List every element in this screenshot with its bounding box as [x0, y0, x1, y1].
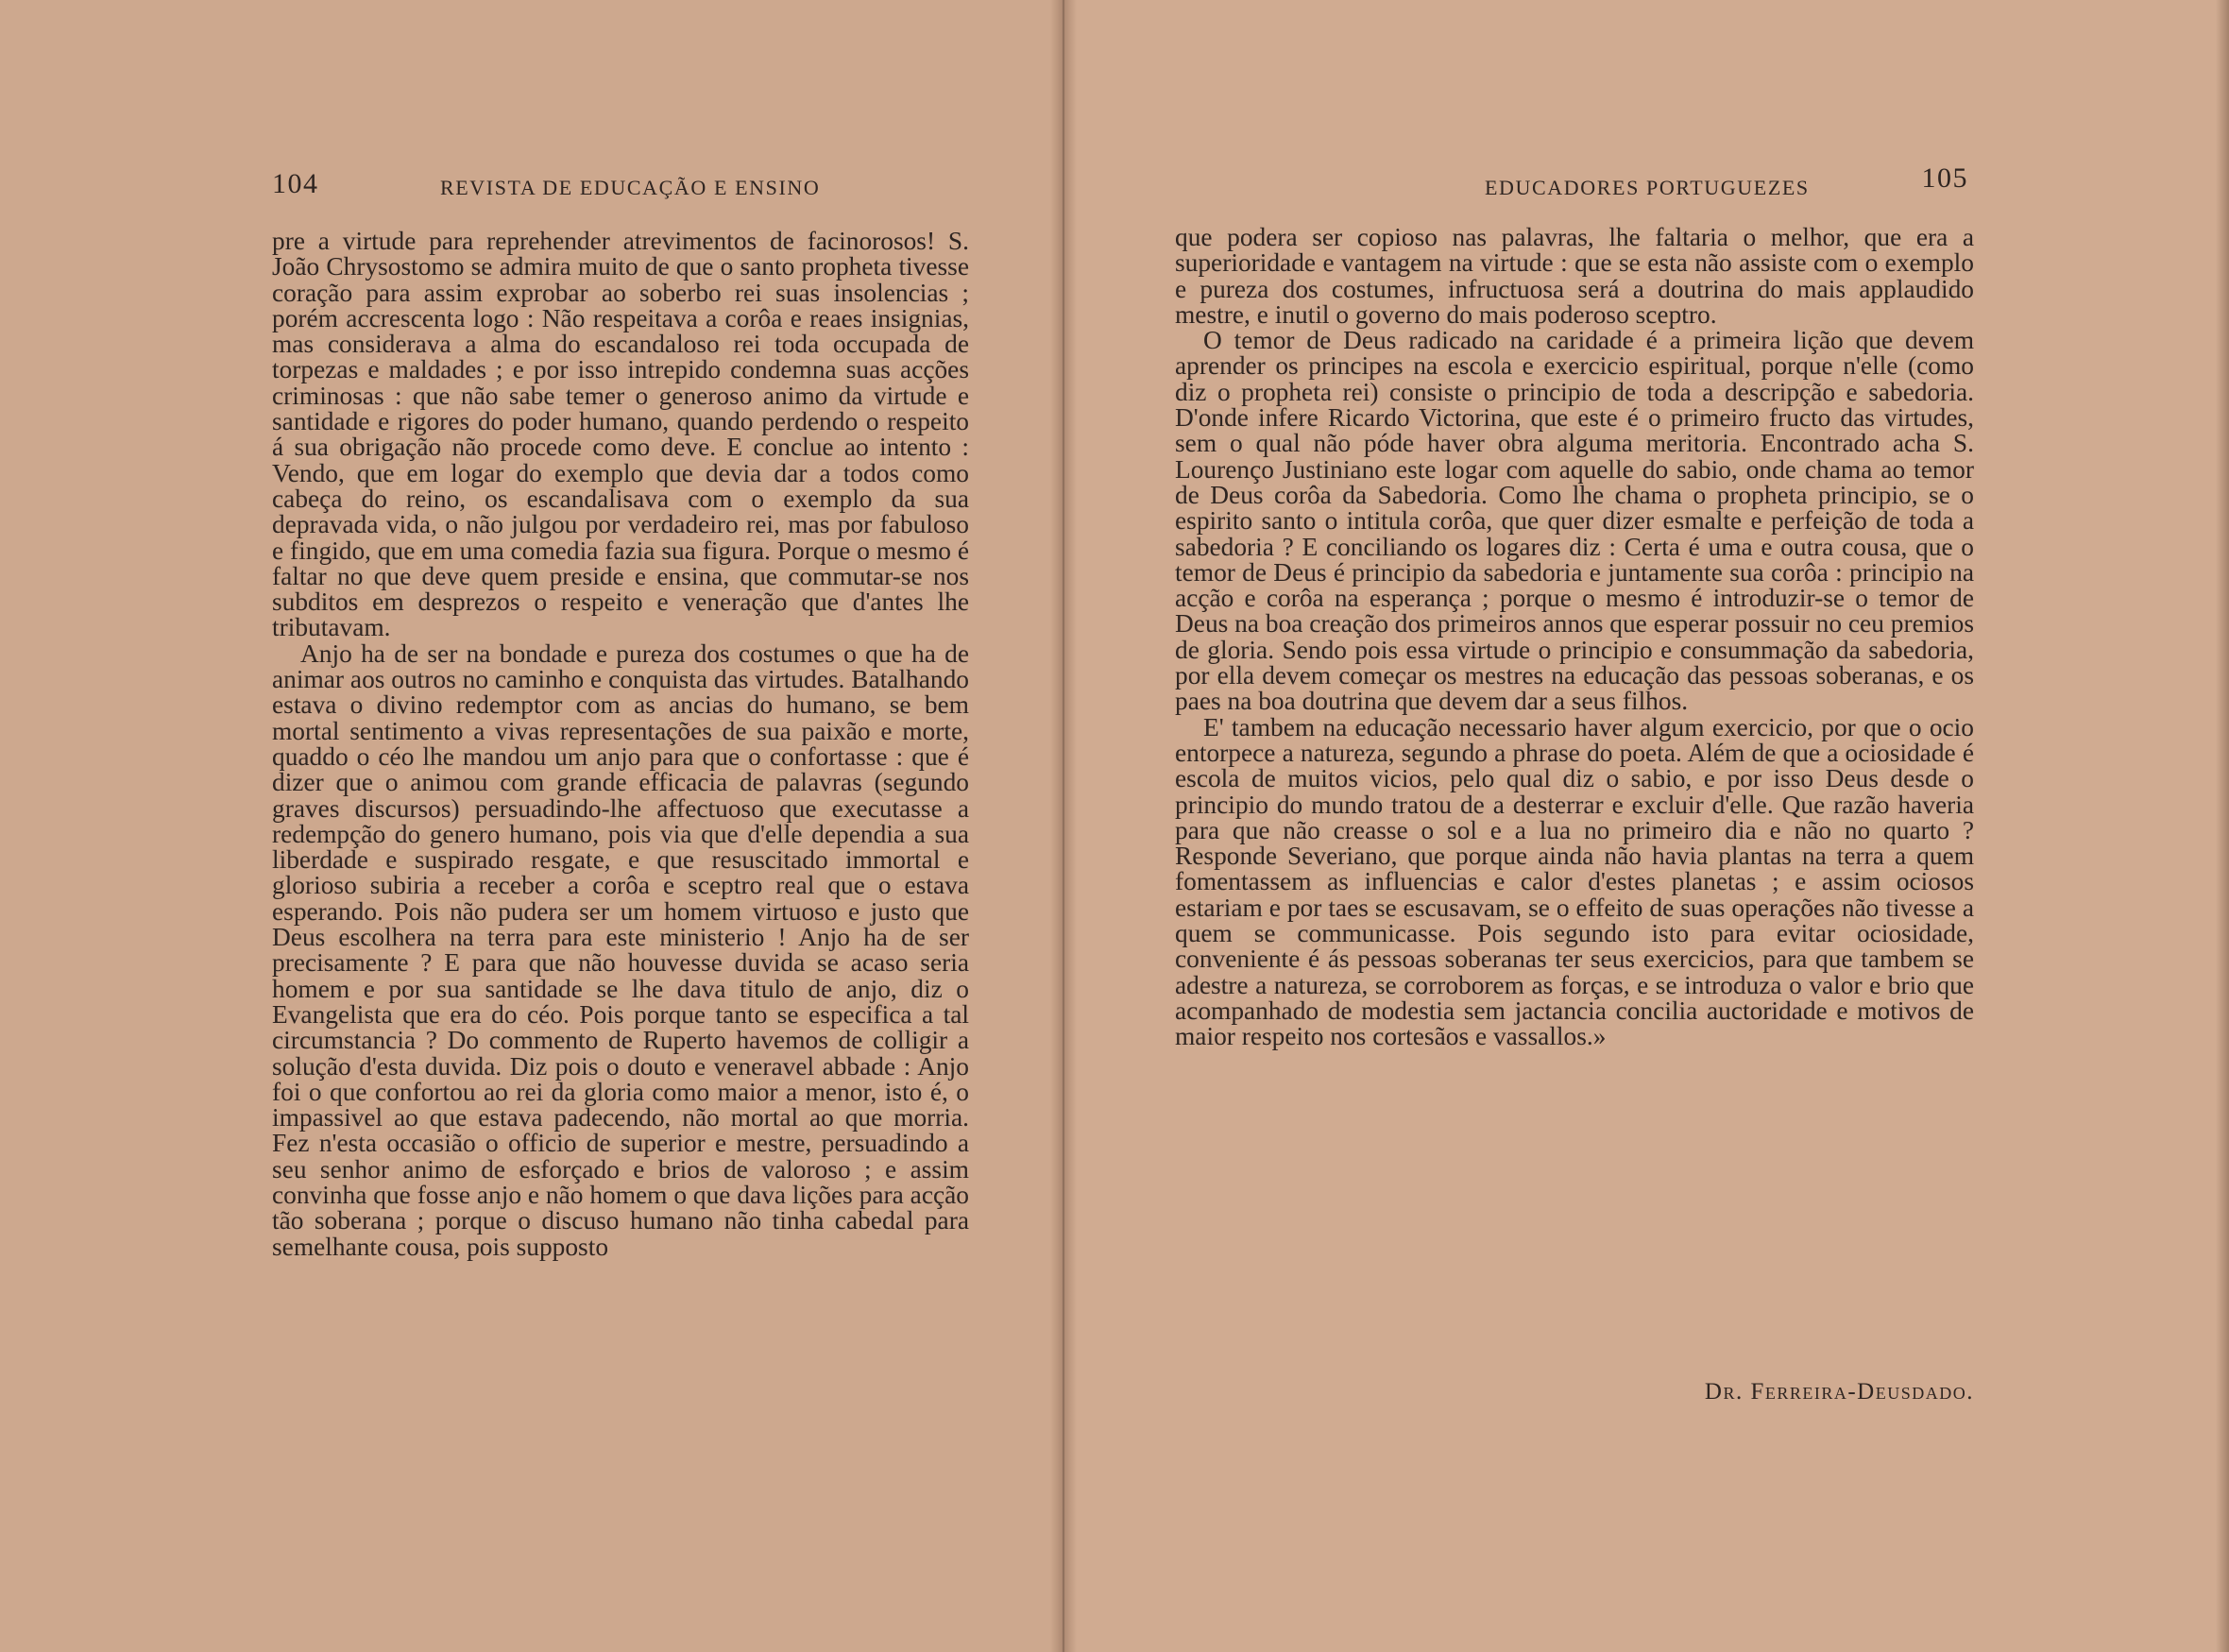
right-page-body	[1175, 225, 1974, 1050]
paragraph: que podera ser copioso nas palavras, lhe faltaria o melhor, que era a superioridade e vantagem na virtude : que se esta não assiste com o exemplo e pureza dos costumes, infructuosa será a doutrina do mais applaudido mestre, e inutil o governo do mais poderoso sceptro.	[1175, 223, 1974, 329]
running-head: EDUCADORES PORTUGUEZES	[1485, 176, 1810, 199]
running-head: REVISTA DE EDUCAÇÃO E ENSINO	[440, 176, 821, 199]
right-page	[1063, 0, 2229, 1652]
left-page	[0, 0, 1063, 1652]
page-number: 104	[272, 168, 319, 199]
left-page-body	[272, 229, 969, 1260]
paragraph: O temor de Deus radicado na caridade é a primeira lição que devem aprender os principes na escola e exercicio espiritual, porque n'elle (como diz o propheta rei) consiste o principio de toda a descripção e sabedoria. D'onde infere Ricardo Victorina, que este é o primeiro fructo das virtudes, sem o qual não póde haver obra alguma meritoria. Encontrado acha S. Lourenço Justiniano este logar com aquelle do sabio, onde chama ao temor de Deus corôa da Sabedoria. Como lhe chama o propheta principio, se o espirito santo o intitula corôa, que quer dizer esmalte e perfeição de toda a sabedoria ? E conciliando os logares diz : Certa é uma e outra cousa, que o temor de Deus é principio da sabedoria e juntamente sua corôa : principio na acção e corôa na esperança ; porque o mesmo é introduzir-se o temor de Deus na boa creação dos primeiros annos que esperar possuir no ceu premios de gloria. Sendo pois essa virtude o principio e consummação da sabedoria, por ella devem começar os mestres na educação das pessoas soberanas, e os paes na boa doutrina que devem dar a seus filhos.	[1175, 326, 1974, 716]
paragraph: Anjo ha de ser na bondade e pureza dos costumes o que ha de animar aos outros no caminho e conquista das virtudes. Batalhando estava o divino redemptor com as ancias do humano, se bem mortal sentimento a vivas representações de sua paixão e morte, quaddo o céo lhe mandou um anjo para que o confortasse : que é dizer que o animou com grande efficacia de palavras (segundo graves discursos) persuadindo-lhe affectuoso que executasse a redempção do genero humano, pois via que d'elle dependia a sua liberdade e suspirado resgate, e que resuscitado immortal e glorioso subiria a receber a corôa e sceptro real que o estava esperando. Pois não pudera ser um homem virtuoso e justo que Deus escolhera na terra para este ministerio ! Anjo ha de ser precisamente ? E para que não houvesse duvida se acaso seria homem e por sua santidade se lhe dava titulo de anjo, diz o Evangelista que era do céo. Pois porque tanto se especifica a tal circumstancia ? Do commento de Ruperto havemos de colligir a solução d'esta duvida. Diz pois o douto e veneravel abbade : Anjo foi o que confortou ao rei da gloria como maior a menor, isto é, o impassivel ao que estava padecendo, não mortal ao que morria. Fez n'esta occasião o officio de superior e mestre, persuadindo a seu senhor animo de esforçado e brios de valoroso ; e assim convinha que fosse anjo e não homem o que dava lições para acção tão soberana ; porque o discuso humano não tinha cabedal para semelhante cousa, pois supposto	[272, 639, 969, 1261]
paragraph: E' tambem na educação necessario haver algum exercicio, por que o ocio entorpece a natureza, segundo a phrase do poeta. Além de que a ociosidade é escola de muitos vicios, pelo qual diz o sabio, e por isso Deus desde o principio do mundo tratou de a desterrar e excluir d'elle. Que razão haveria para que não creasse o sol e a lua no primeiro dia e não no quarto ? Responde Severiano, que porque ainda não havia plantas na terra a quem fomentassem as influencias e calor d'estes planetas ; e assim ociosos estariam e por taes se escusavam, se o effeito de suas operações não tivesse a quem se communicasse. Pois segundo isto para evitar ociosidade, conveniente é ás pessoas soberanas ter seus exercicios, para que tambem se adestre a natureza, se corroborem as forças, e se introduza o valor e brio que acompanhado de modestia sem jactancia concilia auctoridade e motivos de maior respeito nos cortesãos e vassallos.»	[1175, 712, 1974, 1051]
paragraph: pre a virtude para reprehender atrevimentos de facinorosos! S. João Chrysostomo se admira muito de que o santo propheta tivesse coração para assim exprobar ao soberbo rei suas insolencias ; porém accrescenta logo : Não respeitava a corôa e reaes insignias, mas considerava a alma do escandaloso rei toda occupada de torpezas e maldades ; e por isso intrepido condemna suas acções criminosas : que não sabe temer o generoso animo da virtude e santidade e rigores do poder humano, quando perdendo o respeito á sua obrigação não procede como deve. E conclue ao intento : Vendo, que em logar do exemplo que devia dar a todos como cabeça do reino, os escandalisava com o exemplo da sua depravada vida, o não julgou por verdadeiro rei, mas por fabuloso e fingido, que em uma comedia fazia sua figura. Porque o mesmo é faltar no que deve quem preside e ensina, que commutar-se nos subditos em desprezos o respeito e veneração que d'antes lhe tributavam.	[272, 227, 969, 642]
author-signature: Dr. Ferreira-Deusdado.	[1704, 1379, 1974, 1405]
left-page-header	[272, 168, 971, 206]
page-number: 105	[1921, 162, 1968, 194]
book-gutter	[1050, 0, 1077, 1652]
page-edge	[2216, 0, 2229, 1652]
right-page-header	[1175, 162, 1968, 206]
